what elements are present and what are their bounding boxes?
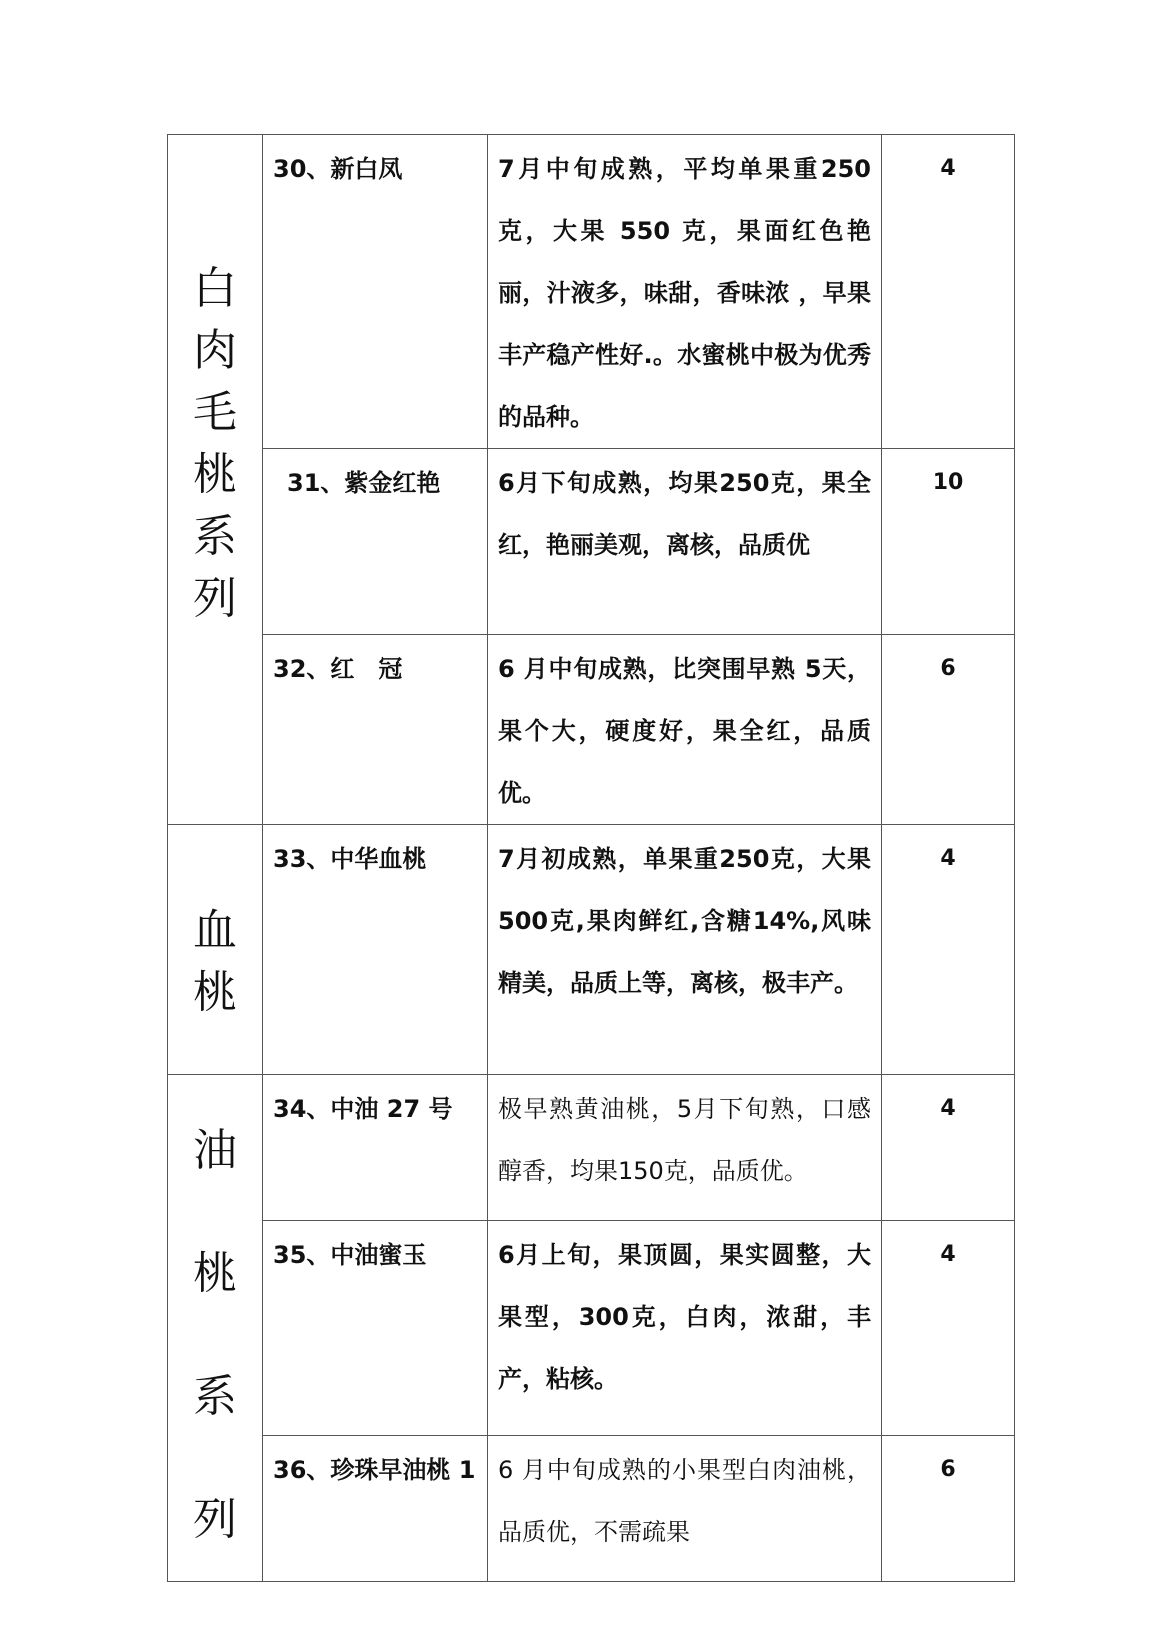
series-label: 油 桃 系 列 (193, 1125, 237, 1545)
variety-table (167, 134, 1015, 1582)
variety-description: 7月初成熟，单果重250克，大果500克,果肉鲜红,含糖14%,风味精美，品质上等，离核，极丰产。 (488, 825, 882, 1075)
variety-quantity: 4 (882, 1220, 1015, 1436)
variety-name: 33、中华血桃 (263, 825, 488, 1075)
variety-name: 35、中油蜜玉 (263, 1220, 488, 1436)
table-row (168, 1220, 1015, 1436)
variety-description: 6 月中旬成熟，比突围早熟 5天，果个大，硬度好，果全红，品质优。 (488, 635, 882, 825)
variety-quantity: 6 (882, 635, 1015, 825)
variety-name: 34、中油 27 号 (263, 1075, 488, 1221)
variety-description: 7月中旬成熟，平均单果重250克，大果 550 克，果面红色艳丽，汁液多，味甜，香味浓 ，早果丰产稳产性好.。水蜜桃中极为优秀的品种。 (488, 135, 882, 449)
table-row (168, 825, 1015, 1075)
variety-quantity: 4 (882, 135, 1015, 449)
variety-name: 36、珍珠早油桃 1 (263, 1436, 488, 1582)
variety-name: 31、紫金红艳 (263, 449, 488, 635)
table-row (168, 449, 1015, 635)
variety-description: 6 月中旬成熟的小果型白肉油桃，品质优，不需疏果 (488, 1436, 882, 1582)
variety-quantity: 6 (882, 1436, 1015, 1582)
table-row (168, 1436, 1015, 1582)
variety-description: 极早熟黄油桃，5月下旬熟，口感醇香，均果150克，品质优。 (488, 1075, 882, 1221)
variety-description: 6月下旬成熟，均果250克，果全红，艳丽美观，离核，品质优 (488, 449, 882, 635)
table-row (168, 1075, 1015, 1221)
series-cell-nectarine (168, 1075, 263, 1582)
table-row (168, 635, 1015, 825)
variety-quantity: 4 (882, 825, 1015, 1075)
series-label: 血 桃 (193, 905, 237, 1018)
variety-name: 30、新白凤 (263, 135, 488, 449)
series-label: 白 肉 毛 桃 系 列 (193, 263, 237, 624)
series-cell-white-flesh (168, 135, 263, 825)
series-cell-blood-peach (168, 825, 263, 1075)
table-row (168, 135, 1015, 449)
variety-name: 32、红 冠 (263, 635, 488, 825)
variety-quantity: 4 (882, 1075, 1015, 1221)
variety-description: 6月上旬，果顶圆，果实圆整，大果型，300克，白肉，浓甜，丰产，粘核。 (488, 1220, 882, 1436)
variety-quantity: 10 (882, 449, 1015, 635)
